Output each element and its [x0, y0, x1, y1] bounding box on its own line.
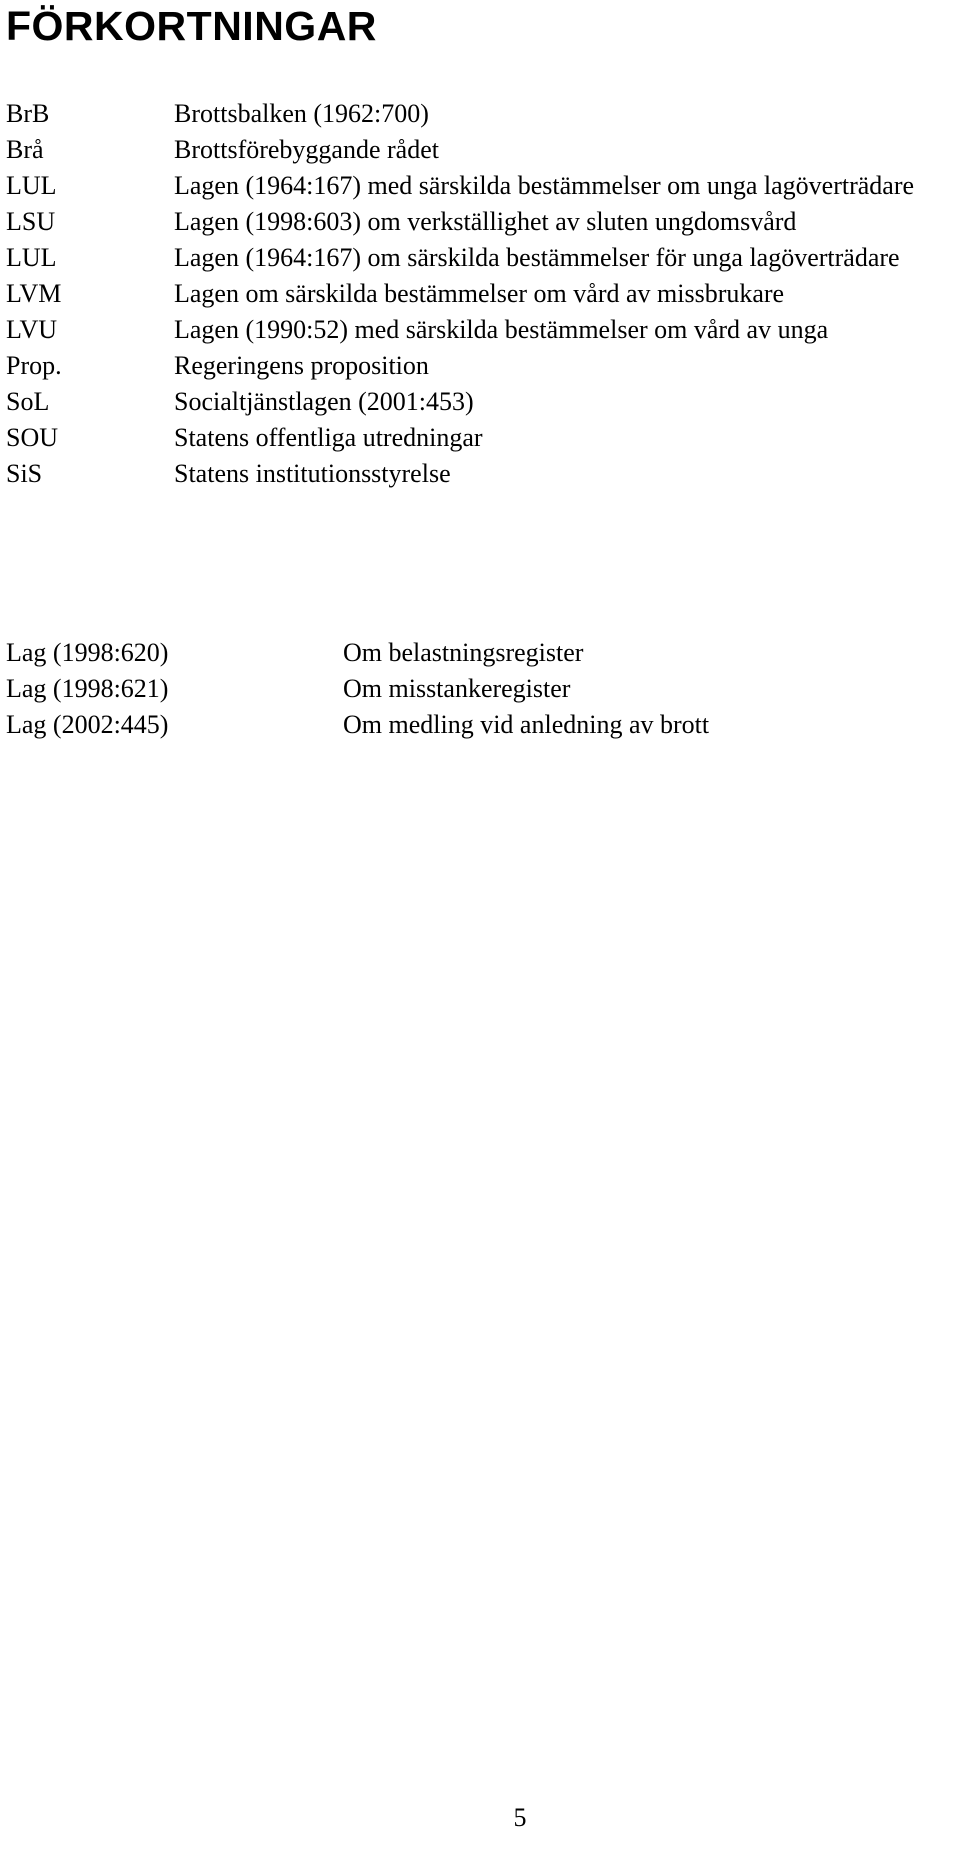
law-reference: Lag (1998:620) — [6, 638, 169, 667]
abbreviation-list — [6, 96, 956, 492]
abbreviation-key: LVM — [6, 279, 62, 308]
abbreviation-row — [6, 96, 956, 132]
abbreviation-row — [6, 312, 956, 348]
abbreviation-key: LUL — [6, 243, 57, 272]
abbreviation-key: Prop. — [6, 351, 62, 380]
law-title: Om belastningsregister — [343, 638, 584, 667]
abbreviation-row — [6, 456, 956, 492]
abbreviation-value: Brottsbalken (1962:700) — [174, 99, 429, 128]
abbreviation-key: Brå — [6, 135, 44, 164]
abbreviation-row — [6, 384, 956, 420]
abbreviation-row — [6, 204, 956, 240]
abbreviation-value: Statens institutionsstyrelse — [174, 459, 451, 488]
law-title: Om misstankeregister — [343, 674, 571, 703]
abbreviation-key: SiS — [6, 459, 43, 488]
law-title: Om medling vid anledning av brott — [343, 710, 710, 739]
law-reference: Lag (1998:621) — [6, 674, 169, 703]
abbreviation-value: Lagen (1964:167) om särskilda bestämmelser för unga lagöverträdare — [174, 243, 900, 272]
abbreviation-value: Statens offentliga utredningar — [174, 423, 483, 452]
abbreviation-key: LUL — [6, 171, 57, 200]
law-row — [6, 671, 956, 707]
abbreviation-row — [6, 132, 956, 168]
page-title: FÖRKORTNINGAR — [6, 3, 377, 49]
abbreviation-row — [6, 168, 956, 204]
abbreviation-row — [6, 420, 956, 456]
abbreviation-key: SOU — [6, 423, 59, 452]
page-number: 5 — [513, 1803, 527, 1832]
abbreviation-row — [6, 240, 956, 276]
abbreviation-key: LVU — [6, 315, 58, 344]
abbreviation-key: BrB — [6, 99, 50, 128]
abbreviation-value: Lagen (1964:167) med särskilda bestämmelser om unga lagöverträdare — [174, 171, 915, 200]
abbreviation-key: SoL — [6, 387, 50, 416]
abbreviation-key: LSU — [6, 207, 56, 236]
abbreviation-value: Lagen (1998:603) om verkställighet av sluten ungdomsvård — [174, 207, 797, 236]
law-row — [6, 635, 956, 671]
abbreviation-row — [6, 348, 956, 384]
abbreviation-value: Socialtjänstlagen (2001:453) — [174, 387, 474, 416]
law-list — [6, 635, 956, 743]
abbreviation-value: Lagen om särskilda bestämmelser om vård av missbrukare — [174, 279, 785, 308]
law-reference: Lag (2002:445) — [6, 710, 169, 739]
law-row — [6, 707, 956, 743]
abbreviation-value: Lagen (1990:52) med särskilda bestämmelser om vård av unga — [174, 315, 829, 344]
abbreviation-value: Regeringens proposition — [174, 351, 429, 380]
abbreviation-row — [6, 276, 956, 312]
abbreviation-value: Brottsförebyggande rådet — [174, 135, 439, 164]
